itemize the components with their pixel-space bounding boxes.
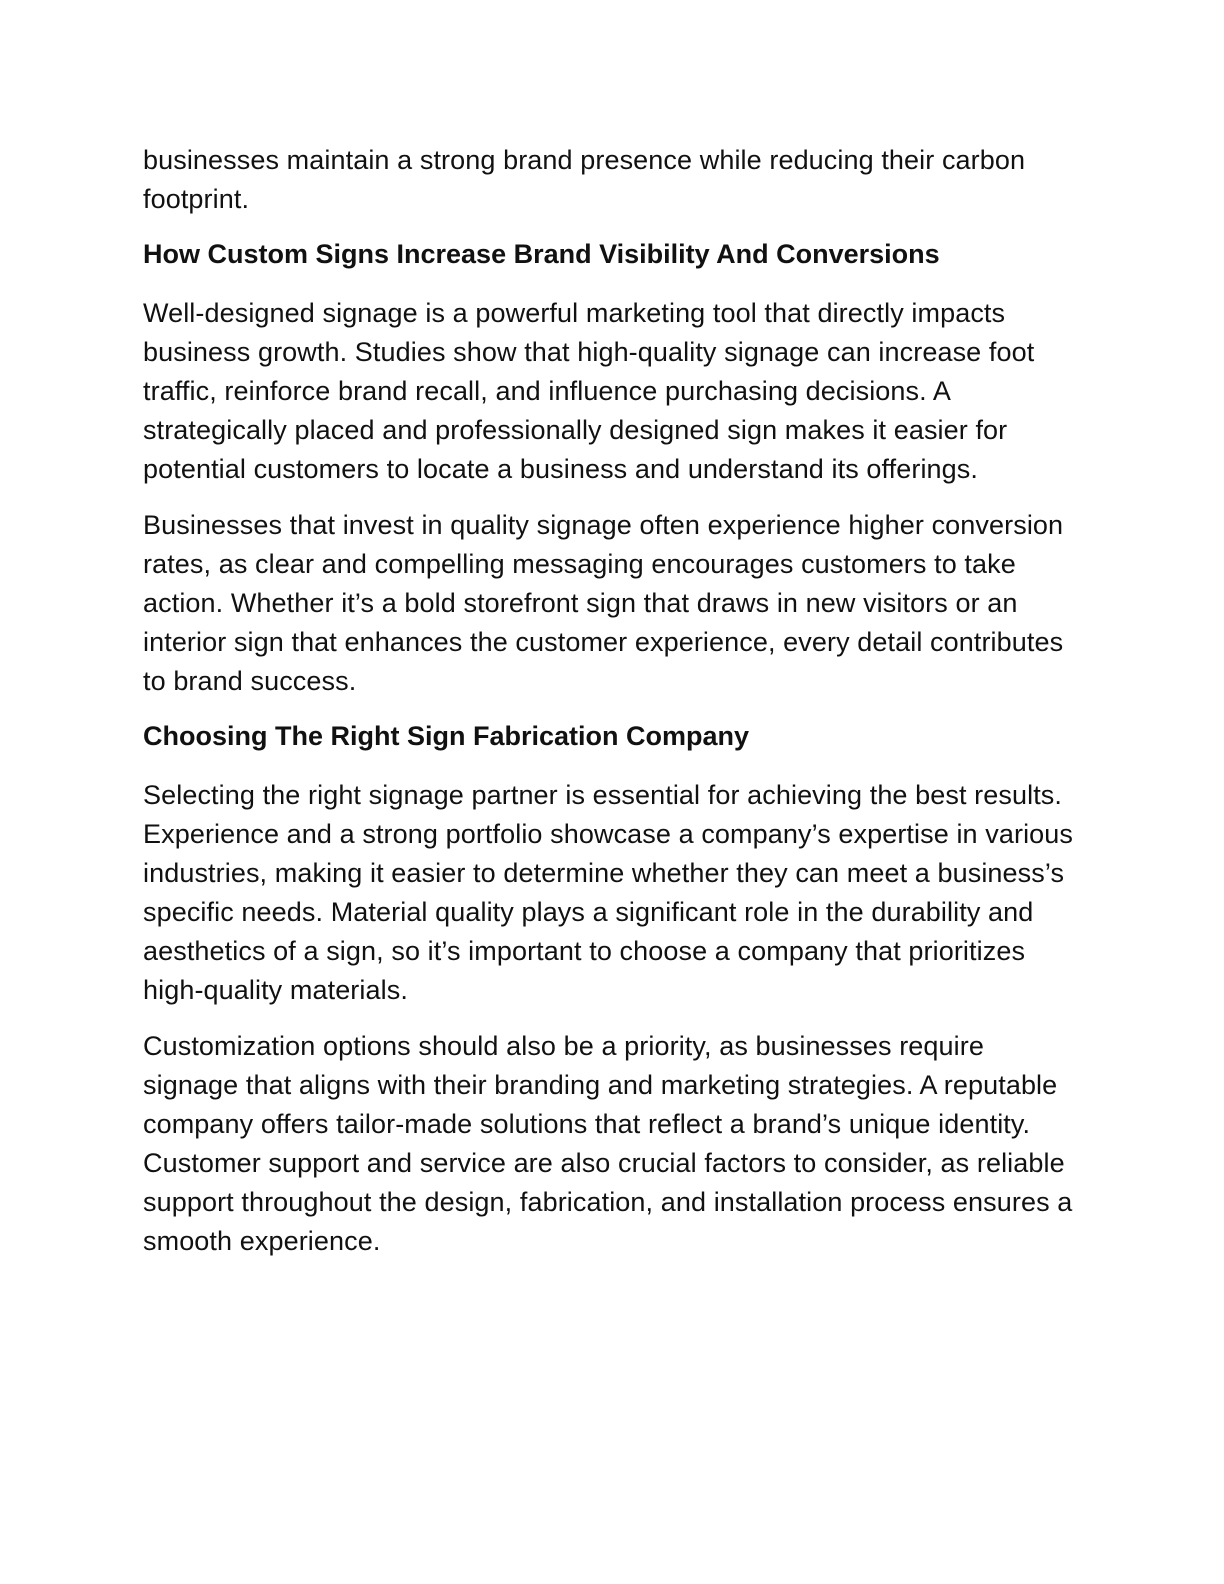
paragraph-conversion-rates: Businesses that invest in quality signage often experience higher conversion rates, as clear and compelling messaging encourages customers to take action. Whether it’s a bold storefront sign that draws in new visitors or an interior sign that enhances the customer experience, every detail contributes to brand success. bbox=[143, 510, 1064, 696]
document-page bbox=[143, 141, 1083, 1278]
paragraph-continuation: businesses maintain a strong brand presence while reducing their carbon footprint. bbox=[143, 145, 1026, 214]
section-heading-fabrication-company: Choosing The Right Sign Fabrication Company bbox=[143, 721, 749, 751]
paragraph-selecting-partner: Selecting the right signage partner is essential for achieving the best results. Experience and a strong portfolio showcase a company’s expertise in various industries, making it easier to determine whether they can meet a business’s specific needs. Material quality plays a significant role in the durability and aesthetics of a sign, so it’s important to choose a company that prioritizes high-quality materials. bbox=[143, 780, 1074, 1005]
section-heading-brand-visibility: How Custom Signs Increase Brand Visibility And Conversions bbox=[143, 239, 940, 269]
paragraph-signage-marketing: Well-designed signage is a powerful marketing tool that directly impacts business growth. Studies show that high-quality signage can increase foot traffic, reinforce brand recall, and influence purchasing decisions. A strategically placed and professionally designed sign makes it easier for potential customers to locate a business and understand its offerings. bbox=[143, 298, 1035, 484]
paragraph-customization-options: Customization options should also be a priority, as businesses require signage that aligns with their branding and marketing strategies. A reputable company offers tailor-made solutions that reflect a brand’s unique identity. Customer support and service are also crucial factors to consider, as reliable support throughout the design, fabrication, and installation process ensures a smooth experience. bbox=[143, 1031, 1073, 1256]
